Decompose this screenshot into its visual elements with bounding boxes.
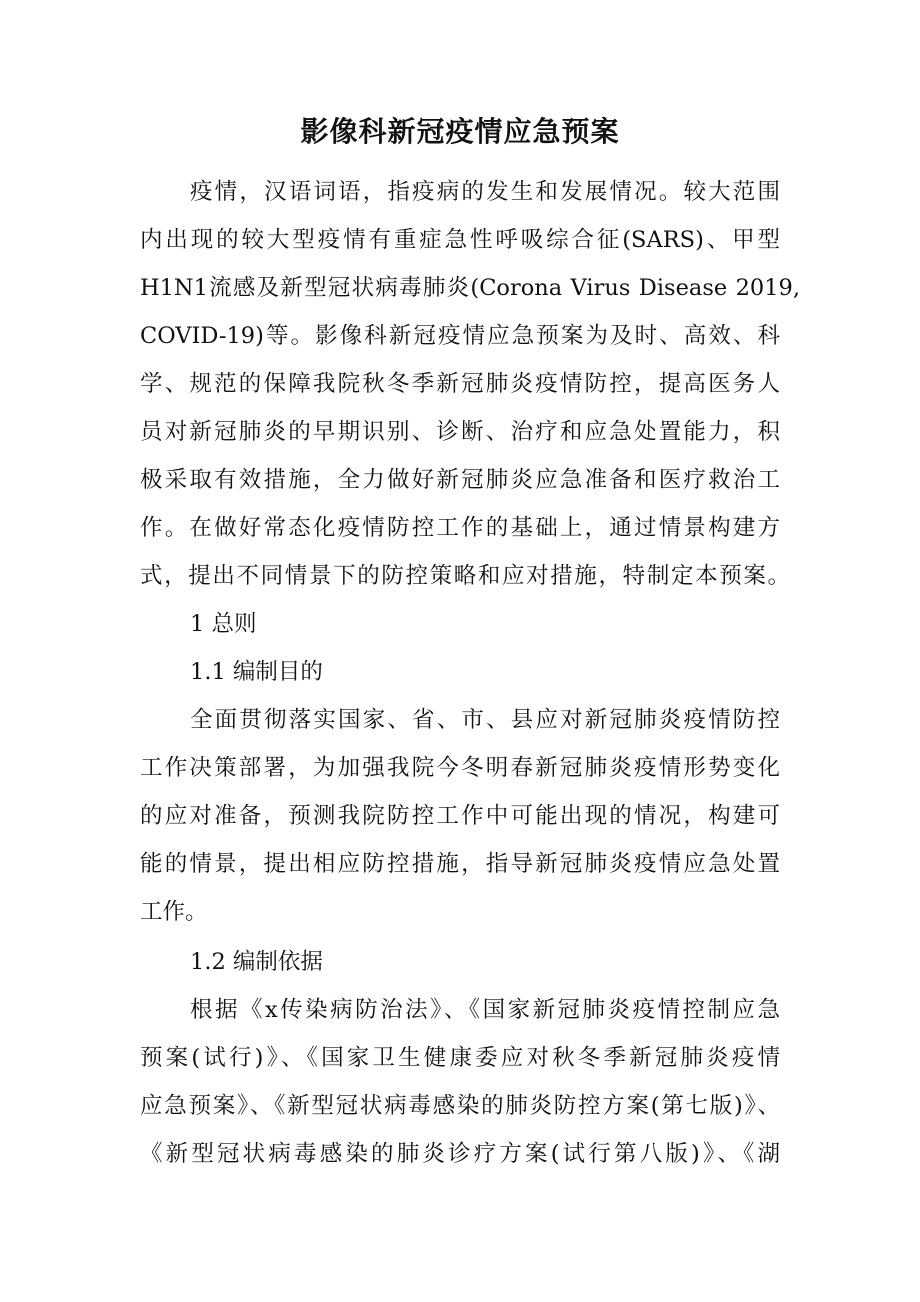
intro-line: 作。在做好常态化疫情防控工作的基础上，通过情景构建方 bbox=[140, 515, 780, 541]
section-heading-general: 1 总则 bbox=[190, 611, 257, 637]
basis-line: 预案(试行)》、《国家卫生健康委应对秋冬季新冠肺炎疫情 bbox=[140, 1045, 780, 1071]
purpose-line: 全面贯彻落实国家、省、市、县应对新冠肺炎疫情防控 bbox=[190, 707, 780, 733]
section-heading-purpose: 1.1 编制目的 bbox=[190, 659, 323, 685]
intro-line: 内出现的较大型疫情有重症急性呼吸综合征(SARS)、甲型 bbox=[140, 227, 780, 253]
basis-line: 应急预案》、《新型冠状病毒感染的肺炎防控方案(第七版)》、 bbox=[140, 1093, 780, 1119]
purpose-line: 能的情景，提出相应防控措施，指导新冠肺炎疫情应急处置 bbox=[140, 851, 780, 877]
intro-line: 极采取有效措施，全力做好新冠肺炎应急准备和医疗救治工 bbox=[140, 467, 780, 493]
basis-line: 《新型冠状病毒感染的肺炎诊疗方案(试行第八版)》、《湖 bbox=[140, 1141, 780, 1167]
intro-line: 疫情，汉语词语，指疫病的发生和发展情况。较大范围 bbox=[190, 179, 780, 205]
intro-line: COVID-19)等。影像科新冠疫情应急预案为及时、高效、科 bbox=[140, 323, 780, 349]
intro-line: 式，提出不同情景下的防控策略和应对措施，特制定本预案。 bbox=[140, 563, 790, 589]
document-title: 影像科新冠疫情应急预案 bbox=[300, 115, 620, 148]
purpose-line: 工作。 bbox=[140, 899, 208, 925]
purpose-line: 工作决策部署，为加强我院今冬明春新冠肺炎疫情形势变化 bbox=[140, 755, 780, 781]
intro-line: H1N1流感及新型冠状病毒肺炎(Corona Virus Disease 2019, bbox=[140, 275, 800, 301]
intro-line: 学、规范的保障我院秋冬季新冠肺炎疫情防控，提高医务人 bbox=[140, 371, 780, 397]
intro-line: 员对新冠肺炎的早期识别、诊断、治疗和应急处置能力，积 bbox=[140, 419, 780, 445]
basis-line: 根据《x传染病防治法》、《国家新冠肺炎疫情控制应急 bbox=[190, 997, 780, 1023]
purpose-line: 的应对准备，预测我院防控工作中可能出现的情况，构建可 bbox=[140, 803, 780, 829]
section-heading-basis: 1.2 编制依据 bbox=[190, 949, 323, 975]
